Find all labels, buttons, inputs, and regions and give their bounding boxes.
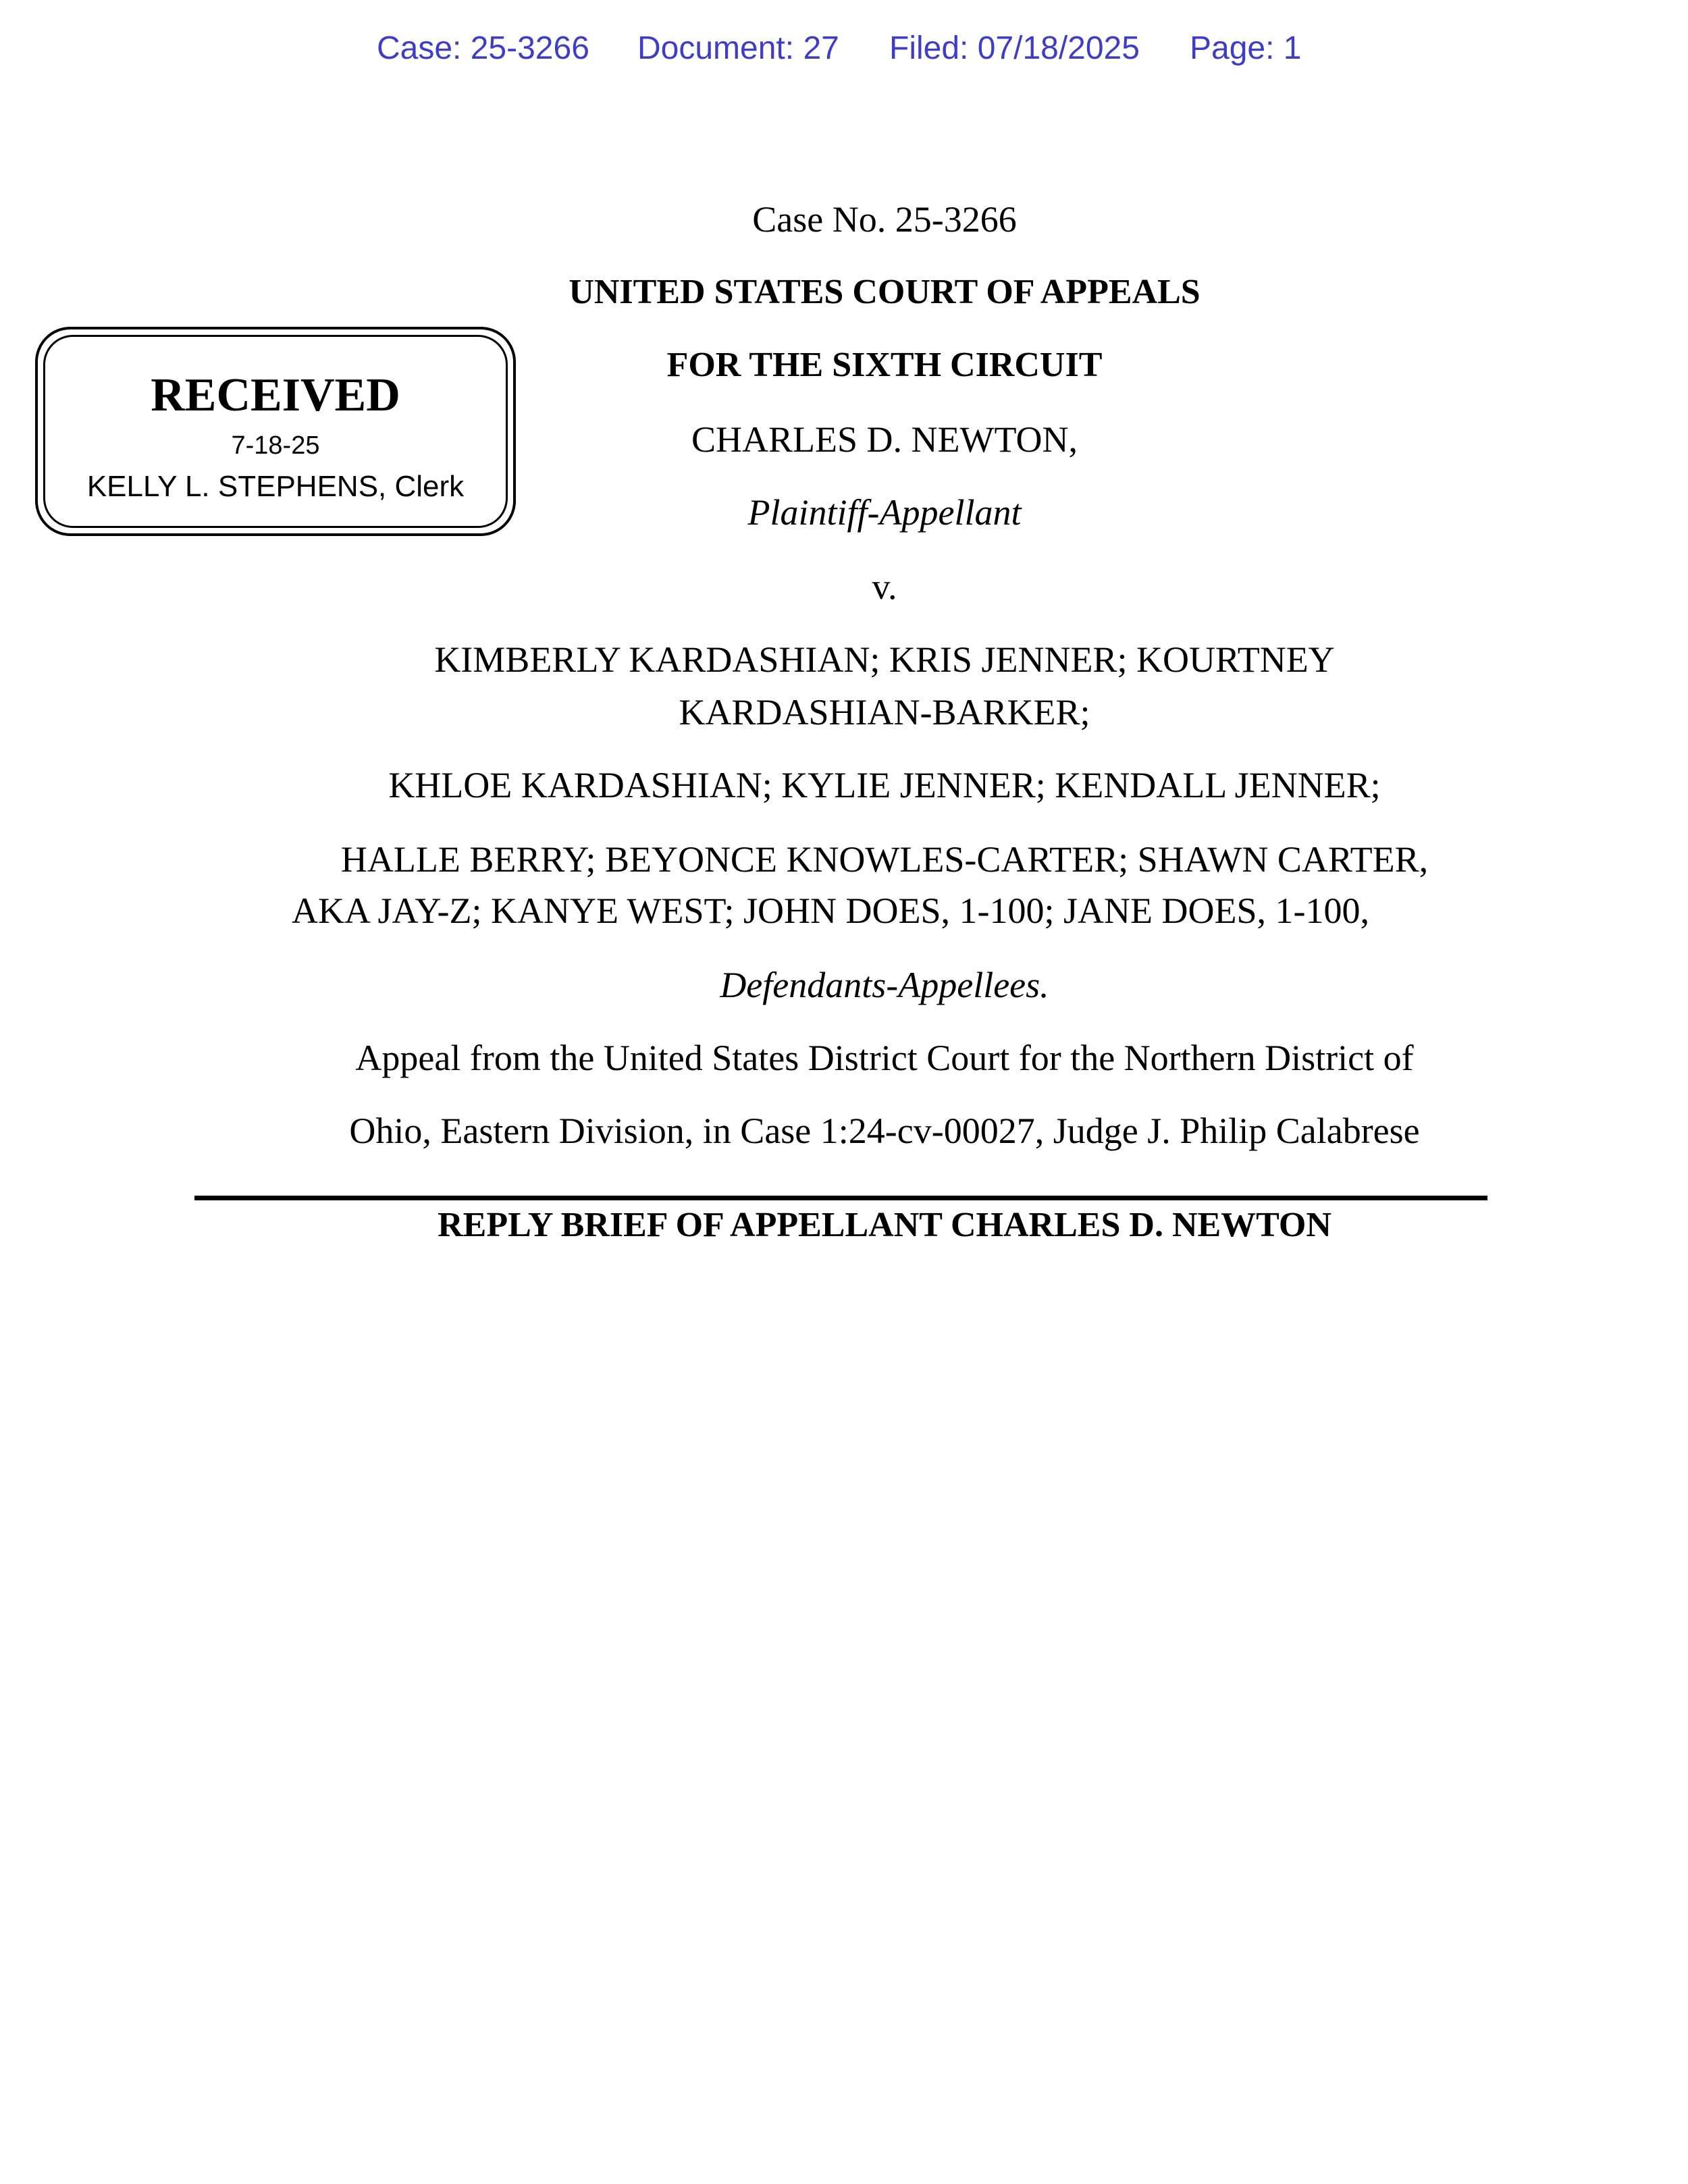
received-stamp-title: RECEIVED bbox=[151, 369, 400, 421]
plaintiff-name: CHARLES D. NEWTON, bbox=[691, 419, 1078, 460]
case-number: Case No. 25-3266 bbox=[752, 199, 1017, 240]
defendants-line-5: AKA JAY-Z; KANYE WEST; JOHN DOES, 1-100; JANE DOES, 1-100, bbox=[291, 890, 1370, 931]
header-case-number: Case: 25-3266 bbox=[377, 30, 589, 66]
defendants-line-2: KARDASHIAN-BARKER; bbox=[679, 692, 1090, 733]
header-document-number: Document: 27 bbox=[637, 30, 839, 66]
title-divider bbox=[194, 1196, 1487, 1200]
appeal-line-1: Appeal from the United States District Court for the Northern District of bbox=[355, 1038, 1414, 1078]
received-stamp-date: 7-18-25 bbox=[231, 431, 320, 460]
versus: v. bbox=[872, 566, 897, 607]
defendants-line-4: HALLE BERRY; BEYONCE KNOWLES-CARTER; SHAWN CARTER, bbox=[340, 839, 1429, 880]
defendants-line-3: KHLOE KARDASHIAN; KYLIE JENNER; KENDALL JENNER; bbox=[388, 765, 1381, 805]
header-page-number: Page: 1 bbox=[1190, 30, 1302, 66]
ecf-header bbox=[0, 30, 1688, 70]
brief-title: REPLY BRIEF OF APPELLANT CHARLES D. NEWTON bbox=[438, 1206, 1331, 1244]
defendants-role: Defendants-Appellees. bbox=[720, 965, 1049, 1005]
plaintiff-role: Plaintiff-Appellant bbox=[747, 492, 1022, 533]
court-name: UNITED STATES COURT OF APPEALS bbox=[569, 273, 1201, 311]
header-filed-date: Filed: 07/18/2025 bbox=[889, 30, 1140, 66]
defendants-line-1: KIMBERLY KARDASHIAN; KRIS JENNER; KOURTNEY bbox=[434, 639, 1335, 680]
received-stamp-clerk: KELLY L. STEPHENS, Clerk bbox=[86, 470, 465, 503]
court-circuit: FOR THE SIXTH CIRCUIT bbox=[666, 346, 1103, 384]
appeal-line-2: Ohio, Eastern Division, in Case 1:24-cv-00027, Judge J. Philip Calabrese bbox=[349, 1111, 1420, 1151]
